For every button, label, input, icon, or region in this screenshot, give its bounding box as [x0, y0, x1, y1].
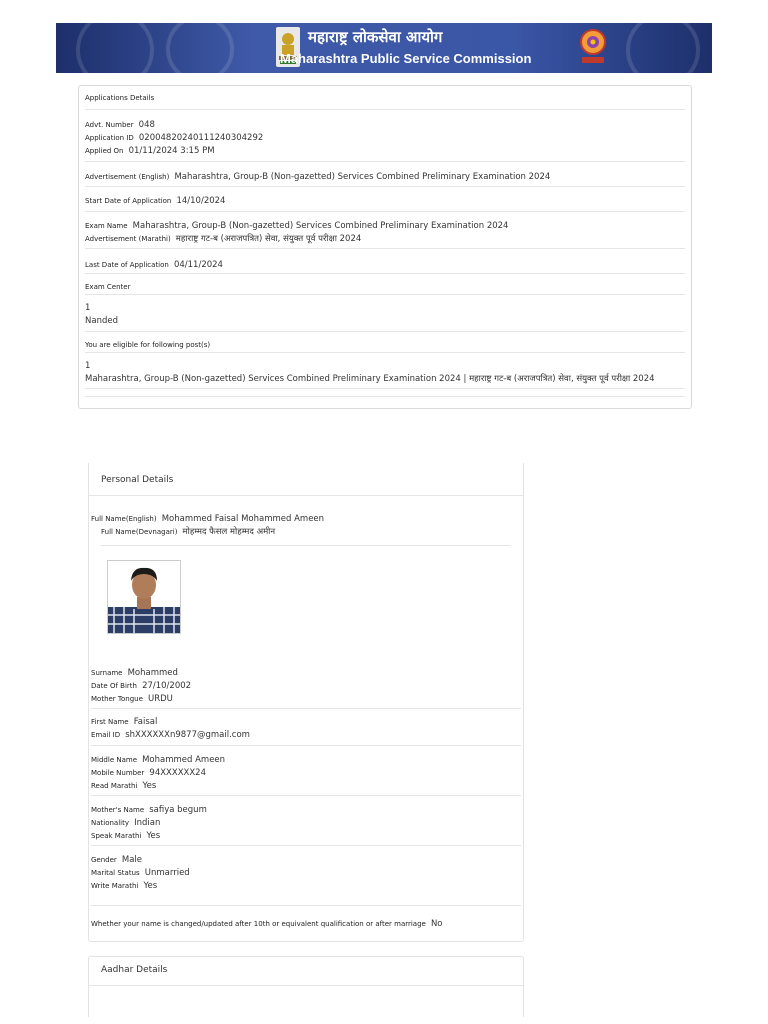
- advt-number-label: Advt. Number: [85, 121, 134, 129]
- personal-details-panel: [88, 463, 524, 942]
- aadhar-details-panel: [88, 956, 524, 1017]
- surname-block: [91, 663, 191, 702]
- divider: [85, 186, 685, 187]
- divider: [91, 845, 521, 846]
- divider: [91, 905, 521, 906]
- eligible-posts-label: You are eligible for following post(s): [85, 341, 211, 349]
- exam-center-value: Nanded: [85, 316, 118, 326]
- exam-center-label: Exam Center: [85, 283, 131, 291]
- divider: [91, 795, 521, 796]
- divider: [85, 161, 685, 162]
- mother-tongue-label: Mother Tongue: [91, 695, 143, 703]
- banner-watermark-mid-left: [166, 23, 234, 73]
- advertisement-english-label: Advertisement (English): [85, 173, 170, 181]
- first-name-block: [91, 712, 250, 738]
- mpsc-seal-icon: [578, 27, 608, 67]
- last-date-label: Last Date of Application: [85, 261, 169, 269]
- application-id-value: 02004820240111240304292: [138, 133, 264, 143]
- speak-marathi-label: Speak Marathi: [91, 832, 142, 840]
- advertisement-english-row: [85, 167, 685, 180]
- eligible-posts-block: [85, 356, 685, 382]
- mobile-value: 94XXXXXX24: [149, 768, 206, 778]
- name-changed-label: Whether your name is changed/updated after 10th or equivalent qualification or after marriage: [91, 920, 426, 928]
- divider: [85, 248, 685, 249]
- mothers-name-value: safiya begum: [149, 805, 207, 815]
- exam-name-label: Exam Name: [85, 222, 128, 230]
- divider: [85, 352, 685, 353]
- speak-marathi-value: Yes: [146, 831, 161, 841]
- name-changed-value: No: [430, 919, 443, 929]
- mothers-name-block: [91, 800, 207, 839]
- middle-name-label: Middle Name: [91, 756, 137, 764]
- divider: [91, 708, 521, 709]
- mother-tongue-value: URDU: [148, 694, 173, 704]
- email-label: Email ID: [91, 731, 121, 739]
- advertisement-english-value: Maharashtra, Group-B (Non-gazetted) Services Combined Preliminary Examination 2024: [174, 172, 551, 182]
- applied-on-value: 01/11/2024 3:15 PM: [128, 146, 215, 156]
- advertisement-marathi-label: Advertisement (Marathi): [85, 235, 171, 243]
- personal-details-heading: Personal Details: [101, 475, 174, 485]
- mobile-label: Mobile Number: [91, 769, 145, 777]
- applications-details-heading: Applications Details: [85, 94, 155, 102]
- eligible-post-value: Maharashtra, Group-B (Non-gazetted) Services Combined Preliminary Examination 2024 | महाराष्ट्र गट-ब (अराजपत्रित) सेवा, संयुक्त पूर्व परीक्षा 2024: [85, 374, 655, 384]
- banner-watermark-left: [76, 23, 154, 73]
- aadhar-details-heading: Aadhar Details: [101, 965, 168, 975]
- start-date-label: Start Date of Application: [85, 197, 172, 205]
- marital-status-label: Marital Status: [91, 869, 140, 877]
- surname-label: Surname: [91, 669, 123, 677]
- applied-on-label: Applied On: [85, 147, 124, 155]
- mothers-name-label: Mother's Name: [91, 806, 145, 814]
- email-value: shXXXXXXn9877@gmail.com: [125, 730, 250, 740]
- divider: [89, 495, 523, 496]
- divider: [91, 745, 521, 746]
- dob-value: 27/10/2002: [142, 681, 192, 691]
- name-changed-row: [91, 914, 443, 927]
- start-date-value: 14/10/2024: [176, 196, 226, 206]
- advt-block: [85, 115, 685, 154]
- write-marathi-label: Write Marathi: [91, 882, 139, 890]
- exam-center-heading-row: [85, 277, 685, 290]
- divider: [85, 109, 685, 110]
- read-marathi-label: Read Marathi: [91, 782, 138, 790]
- exam-name-block: [85, 216, 685, 242]
- applicant-photo-image: [108, 561, 180, 633]
- write-marathi-value: Yes: [143, 881, 158, 891]
- surname-value: Mohammed: [127, 668, 178, 678]
- first-name-label: First Name: [91, 718, 129, 726]
- exam-center-block: [85, 298, 685, 324]
- application-id-label: Application ID: [85, 134, 134, 142]
- advt-number-value: 048: [138, 120, 155, 130]
- full-name-devnagari-label: Full Name(Devnagari): [101, 528, 178, 536]
- divider: [85, 396, 685, 397]
- divider: [89, 985, 523, 986]
- exam-name-value: Maharashtra, Group-B (Non-gazetted) Services Combined Preliminary Examination 2024: [132, 221, 509, 231]
- full-name-english-value: Mohammed Faisal Mohammed Ameen: [161, 514, 325, 524]
- middle-name-value: Mohammed Ameen: [142, 755, 226, 765]
- divider: [85, 331, 685, 332]
- divider: [85, 388, 685, 389]
- dob-label: Date Of Birth: [91, 682, 137, 690]
- applications-details-panel: [78, 85, 692, 409]
- full-name-block: [91, 509, 324, 535]
- gender-label: Gender: [91, 856, 117, 864]
- nationality-label: Nationality: [91, 819, 130, 827]
- divider: [101, 545, 511, 546]
- applicant-photo: [107, 560, 181, 634]
- exam-center-number: 1: [85, 303, 91, 313]
- banner-title-english: Maharashtra Public Service Commission: [280, 51, 532, 66]
- header-banner: [56, 23, 712, 73]
- middle-name-block: [91, 750, 225, 789]
- advertisement-marathi-value: महाराष्ट्र गट-ब (अराजपत्रित) सेवा, संयुक्त पूर्व परीक्षा 2024: [175, 234, 362, 244]
- last-date-value: 04/11/2024: [173, 260, 223, 270]
- read-marathi-value: Yes: [142, 781, 157, 791]
- eligible-post-number: 1: [85, 361, 91, 371]
- start-date-row: [85, 191, 685, 204]
- gender-block: [91, 850, 190, 889]
- first-name-value: Faisal: [133, 717, 158, 727]
- last-date-row: [85, 255, 685, 268]
- banner-watermark-right: [626, 23, 700, 73]
- gender-value: Male: [121, 855, 143, 865]
- nationality-value: Indian: [134, 818, 161, 828]
- eligible-posts-heading-row: [85, 335, 685, 348]
- full-name-english-label: Full Name(English): [91, 515, 157, 523]
- divider: [85, 211, 685, 212]
- full-name-devnagari-value: मोहम्मद फैसल मोहम्मद अमीन: [182, 527, 276, 537]
- divider: [85, 294, 685, 295]
- banner-title-marathi: महाराष्ट्र लोकसेवा आयोग: [308, 28, 443, 46]
- marital-status-value: Unmarried: [144, 868, 190, 878]
- divider: [85, 273, 685, 274]
